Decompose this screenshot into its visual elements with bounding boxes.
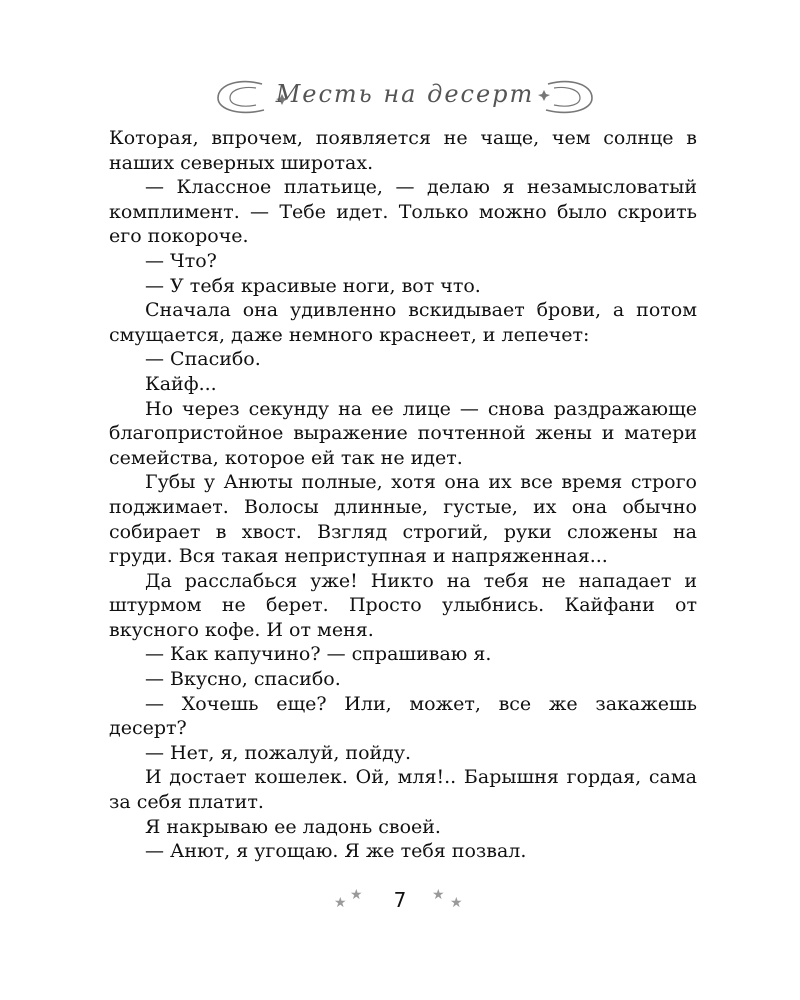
page-number: 7 [393,888,407,912]
paragraph: Которая, впрочем, появляется не чаще, чем солнце в наших северных широтах. [109,127,697,174]
star-icon: ★ [334,895,347,911]
paragraph: — Классное платьице, — делаю я незамысловатый комплимент. — Тебе идет. Только можно было скроить его покороче. [109,176,697,248]
paragraph: И достает кошелек. Ой, мля!.. Барышня гордая, сама за себя платит. [109,766,697,814]
paragraph: Но через секунду на ее лице — снова раздражающе благопристойное выражение почтенной жены и матери семейства, которое ей так не идет. [109,397,697,469]
paragraph: Губы у Анюты полные, хотя она их все время строго поджимает. Волосы длинные, густые, их она обычно собирает в хвост. Взгляд строгий, руки сложены на груди. Вся такая неприступная и напряженная... [109,471,697,568]
paragraph: — Хочешь еще? Или, может, все же закажешь десерт? [109,692,697,740]
paragraph: — Вкусно, спасибо. [145,668,341,691]
paragraph: Кайф... [145,372,217,395]
paragraph: — Спасибо. [145,348,261,371]
paragraph: Сначала она удивленно вскидывает брови, а потом смущается, даже немного краснеет, и лепечет: [109,299,697,346]
running-header [210,74,600,120]
paragraph: — У тебя красивые ноги, вот что. [145,274,481,297]
paragraph: Да расслабься уже! Никто на тебя не нападает и штурмом не берет. Просто улыбнись. Кайфани от вкусного кофе. И от меня. [109,569,697,641]
paragraph: Я накрываю ее ладонь своей. [145,815,441,838]
page-footer [320,882,480,922]
paragraph: — Нет, я, пожалуй, пойду. [145,741,412,764]
paragraph: — Что? [145,249,217,272]
star-icon: ★ [450,895,463,911]
star-icon: ★ [350,887,363,903]
paragraph: — Анют, я угощаю. Я же тебя позвал. [145,840,527,863]
paragraph: — Как капучино? — спрашиваю я. [145,643,492,666]
header-book-title: Месть на десерт [275,80,535,108]
star-icon: ★ [432,887,445,903]
page-body-text [109,126,697,864]
